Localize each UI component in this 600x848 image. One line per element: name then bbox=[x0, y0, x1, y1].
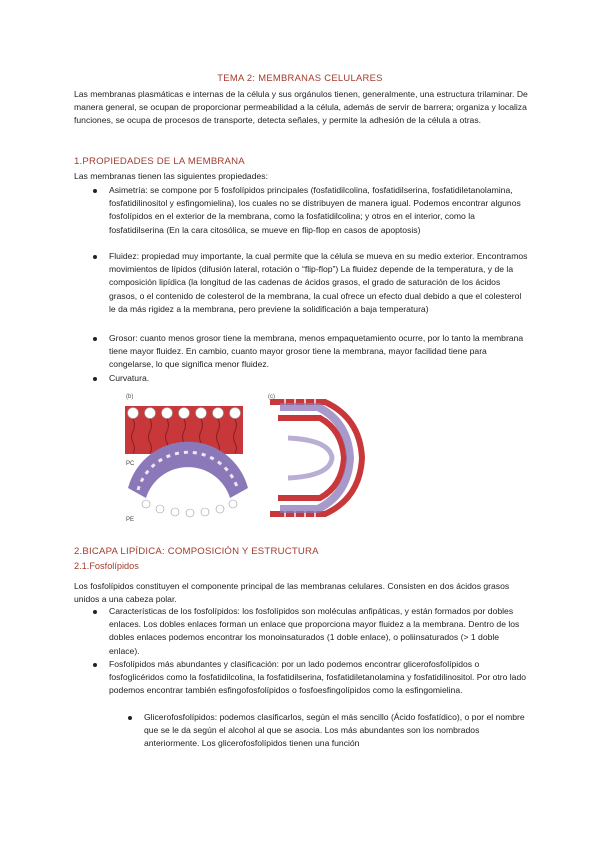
page-title: TEMA 2: MEMBRANAS CELULARES bbox=[217, 72, 383, 83]
intro-paragraph: Las membranas plasmáticas e internas de la célula y sus orgánulos tienen, generalmente, una estructura trilaminar. De manera general, se ocupan de proporcionar permeabilidad a la célula, además de servir de barrera; organiza y localiza funciones, se ocupa de procesos de transporte, detecta señales, y permite la adhesión de la célula a otras. bbox=[74, 89, 528, 126]
list-item-caracteristicas: Características de los fosfolípidos: los fosfolípidos son moléculas anfipáticas, y están formados por dobles enlaces. Los dobles enlaces forman un enlace que proporciona mayor fluidez a la membrana. Dentro de los dobles enlaces podemos encontrar los monoinsaturados (1 doble enlace), o poliinsaturados (> 1 doble enlace). bbox=[92, 605, 530, 658]
section-heading-properties: 1.PROPIEDADES DE LA MEMBRANA bbox=[74, 156, 245, 167]
list-item-glicerofosfolipidos: Glicerofosfolípidos: podemos clasificarlos, según el más sencillo (Ácido fosfatídico), o por el nombre que se le da según el alcohol al que se asocia. Los más abundantes son los nombrados anteriormente. Los glicerofosfolípidos tienen una función bbox=[127, 711, 530, 751]
section-heading-bilayer: 2.BICAPA LIPÍDICA: COMPOSICIÓN Y ESTRUCTURA bbox=[74, 546, 319, 557]
figure-label-pc: PC bbox=[126, 461, 135, 467]
membrane-curvature-figure bbox=[120, 388, 400, 528]
figure-label-b: (b) bbox=[126, 394, 134, 400]
phospholipids-intro: Los fosfolípidos constituyen el componente principal de las membranas celulares. Consisten en dos ácidos grasos unidos a una cabeza polar. bbox=[74, 581, 510, 605]
figure-label-c: (c) bbox=[268, 394, 275, 400]
list-item-fluidez: Fluidez: propiedad muy importante, la cual permite que la célula se mueva en su medio exterior. Encontramos movimientos de lípidos (difusión lateral, rotación o “flip-flop”) La fluidez depende de la temperatura, y de la composición lipídica (la longitud de las cadenas de ácidos grasos, el grado de saturación de los ácidos grasos, o el contenido de colesterol de la membrana, la cual ofrece un efecto dual debido a que el colesterol le da más rigidez a la membrana, pero previene la solidificación a baja temperatura) bbox=[92, 250, 530, 332]
list-item-grosor: Grosor: cuanto menos grosor tiene la membrana, menos empaquetamiento ocurre, por lo tanto la membrana tiene mayor fluidez. En cambio, cuanto mayor grosor tiene la membrana, mayor facilidad tiene para congelarse, lo que significa menor fluidez. bbox=[92, 332, 530, 372]
list-item-asimetria: Asimetría: se compone por 5 fosfolípidos principales (fosfatidilcolina, fosfatidilserina, fosfatidiletanolamina, fosfatidilinositol y esfingomielina), los cuales no se distribuyen de manera igual. Podemos encontrar algunos fosfolípidos en el exterior de la membrana, como la fosfatidilcolina; y otros en el interior, como la fosfatidilserina (En la cara citosólica, se mueve en flip-flop en casos de apoptosis) bbox=[92, 184, 530, 250]
list-item-clasificacion: Fosfolípidos más abundantes y clasificación: por un lado podemos encontrar glicerofosfolípidos o fosfoglicéridos como la fosfatidilcolina, la fosfatidilserina, fosfatidiletanolamina y fosfatidilinositol. Por otro lado podemos encontrar también esfingofosfolípidos o fosfoesfingolípidos como la esfingomielina. bbox=[92, 658, 530, 698]
properties-list bbox=[92, 184, 530, 385]
figure-label-pe: PE bbox=[126, 517, 135, 523]
subsection-heading-phospholipids: 2.1.Fosfolípidos bbox=[74, 561, 139, 571]
list-item-curvatura: Curvatura. bbox=[92, 372, 530, 385]
phospholipids-sublist bbox=[127, 711, 530, 751]
curved-bilayer bbox=[270, 399, 362, 517]
phospholipids-list bbox=[92, 605, 530, 698]
properties-lead: Las membranas tienen las siguientes propiedades: bbox=[74, 171, 268, 181]
